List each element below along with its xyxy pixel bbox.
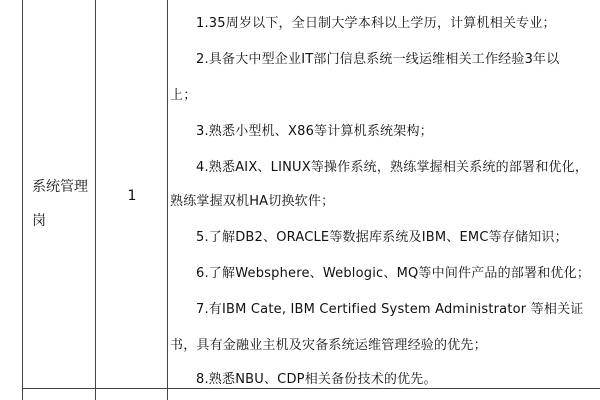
requirement-line: 6.了解Websphere、Weblogic、MQ等中间件产品的部署和优化； xyxy=(196,266,591,281)
requirement-line: 7.有IBM Cate, IBM Certified System Administrator 等相关证 xyxy=(196,302,584,317)
requirement-line: 4.熟悉AIX、LINUX等操作系统，熟练掌握相关系统的部署和优化， xyxy=(196,160,589,175)
requirement-line: 书，具有金融业主机及灾备系统运维管理经验的优先； xyxy=(170,338,487,353)
requirement-line: 5.了解DB2、ORACLE等数据库系统及IBM、EMC等存储知识； xyxy=(196,230,568,245)
requirement-line: 3.熟悉小型机、X86等计算机系统架构； xyxy=(196,124,433,139)
requirement-line: 上； xyxy=(170,88,197,103)
requirement-line: 8.熟悉NBU、CDP相关备份技术的优先。 xyxy=(196,372,437,387)
requirement-line: 2.具备大中型企业IT部门信息系统一线运维相关工作经验3年以 xyxy=(196,52,560,67)
headcount: 1 xyxy=(127,188,137,204)
position-title: 系统管理岗 xyxy=(32,179,88,229)
requirement-line: 1.35周岁以下，全日制大学本科以上学历，计算机相关专业； xyxy=(196,16,556,31)
table-row-bottom xyxy=(22,388,600,389)
requirement-line: 熟练掌握双机HA切换软件； xyxy=(170,194,335,209)
table-border-left xyxy=(22,0,23,400)
